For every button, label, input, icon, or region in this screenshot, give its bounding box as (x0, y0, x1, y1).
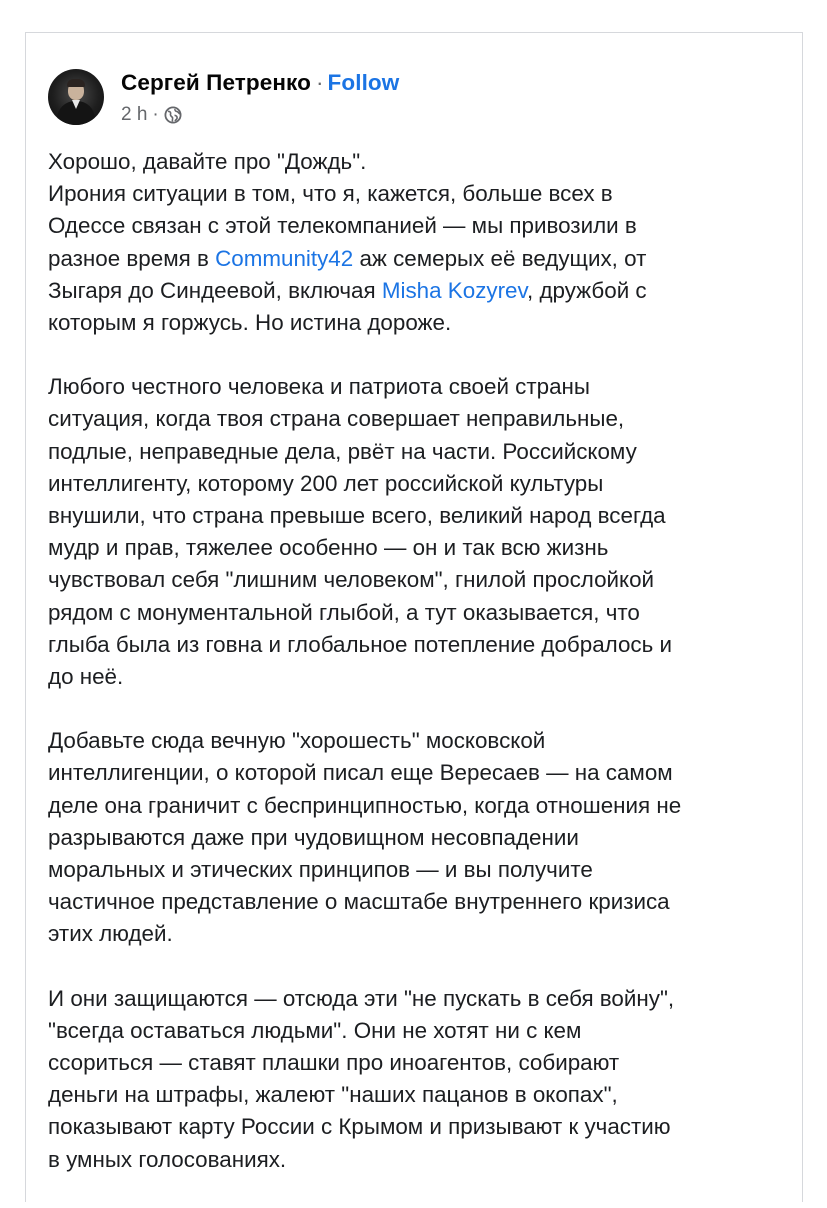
text-line (48, 243, 788, 275)
post-card (25, 32, 803, 1202)
paragraph-3 (48, 725, 788, 950)
text-line: подлые, неправедные дела, рвёт на части. Российскому (48, 438, 637, 464)
globe-icon[interactable] (164, 106, 182, 124)
text-line: И они защищаются — отсюда эти "не пускать в себя войну", (48, 985, 675, 1011)
text-line (48, 275, 788, 307)
text-line: "всегда оставаться людьми". Они не хотят ни с кем (48, 1017, 582, 1043)
text-fragment: разное время в (48, 245, 216, 271)
text-line: показывают карту России с Крымом и призывают к участию (48, 1114, 671, 1140)
text-line: ситуация, когда твоя страна совершает неправильные, (48, 406, 625, 432)
follow-button[interactable]: Follow (327, 70, 400, 95)
name-separator: · (315, 70, 324, 95)
text-line: Ирония ситуации в том, что я, кажется, больше всех в (48, 181, 613, 207)
text-line: внушили, что страна превыше всего, великий народ всегда (48, 503, 666, 529)
text-line: до неё. (48, 664, 124, 690)
text-fragment: аж семерых её ведущих, от (353, 245, 647, 271)
post-meta (121, 104, 182, 126)
text-line: ссориться — ставят плашки про иноагентов, собирают (48, 1050, 620, 1076)
text-line: мудр и прав, тяжелее особенно — он и так всю жизнь (48, 535, 609, 561)
text-line: интеллигенции, о которой писал еще Вересаев — на самом (48, 760, 673, 786)
text-line: Одессе связан с этой телекомпанией — мы привозили в (48, 213, 637, 239)
post-text (48, 146, 788, 1208)
author-line (121, 70, 399, 96)
avatar[interactable] (48, 69, 104, 125)
paragraph-1 (48, 146, 788, 339)
text-fragment: , дружбой с (527, 277, 647, 303)
text-line: частичное представление о масштабе внутреннего кризиса (48, 889, 670, 915)
mention-community42-link[interactable]: Community42 (215, 245, 354, 271)
paragraph-4 (48, 983, 788, 1176)
text-line: в умных голосованиях. (48, 1146, 287, 1172)
meta-separator: · (152, 104, 159, 125)
text-line: которым я горжусь. Но истина дороже. (48, 310, 452, 336)
text-line: Добавьте сюда вечную "хорошесть" московской (48, 728, 546, 754)
text-line: Любого честного человека и патриота своей страны (48, 374, 590, 400)
avatar-hair-shape (67, 79, 85, 87)
paragraph-2 (48, 371, 788, 693)
text-line: глыба была из говна и глобальное потепление добралось и (48, 631, 673, 657)
text-line: деле она граничит с беспринципностью, когда отношения не (48, 792, 682, 818)
mention-misha-kozyrev-link[interactable]: Misha Kozyrev (381, 277, 528, 303)
author-name[interactable]: Сергей Петренко (121, 70, 311, 95)
text-line: моральных и этических принципов — и вы получите (48, 857, 593, 883)
text-line: разрываются даже при чудовищном несовпадении (48, 824, 579, 850)
post-header (26, 33, 802, 143)
text-line: рядом с монументальной глыбой, а тут оказывается, что (48, 599, 640, 625)
text-line: этих людей. (48, 921, 173, 947)
text-line: деньги на штрафы, жалеют "наших пацанов в окопах", (48, 1082, 618, 1108)
post-timestamp[interactable]: 2 h (121, 104, 148, 125)
text-fragment: Зыгаря до Синдеевой, включая (48, 277, 382, 303)
text-line: чувствовал себя "лишним человеком", гнилой прослойкой (48, 567, 655, 593)
text-line: интеллигенту, которому 200 лет российской культуры (48, 470, 604, 496)
text-line: Хорошо, давайте про "Дождь". (48, 149, 367, 174)
